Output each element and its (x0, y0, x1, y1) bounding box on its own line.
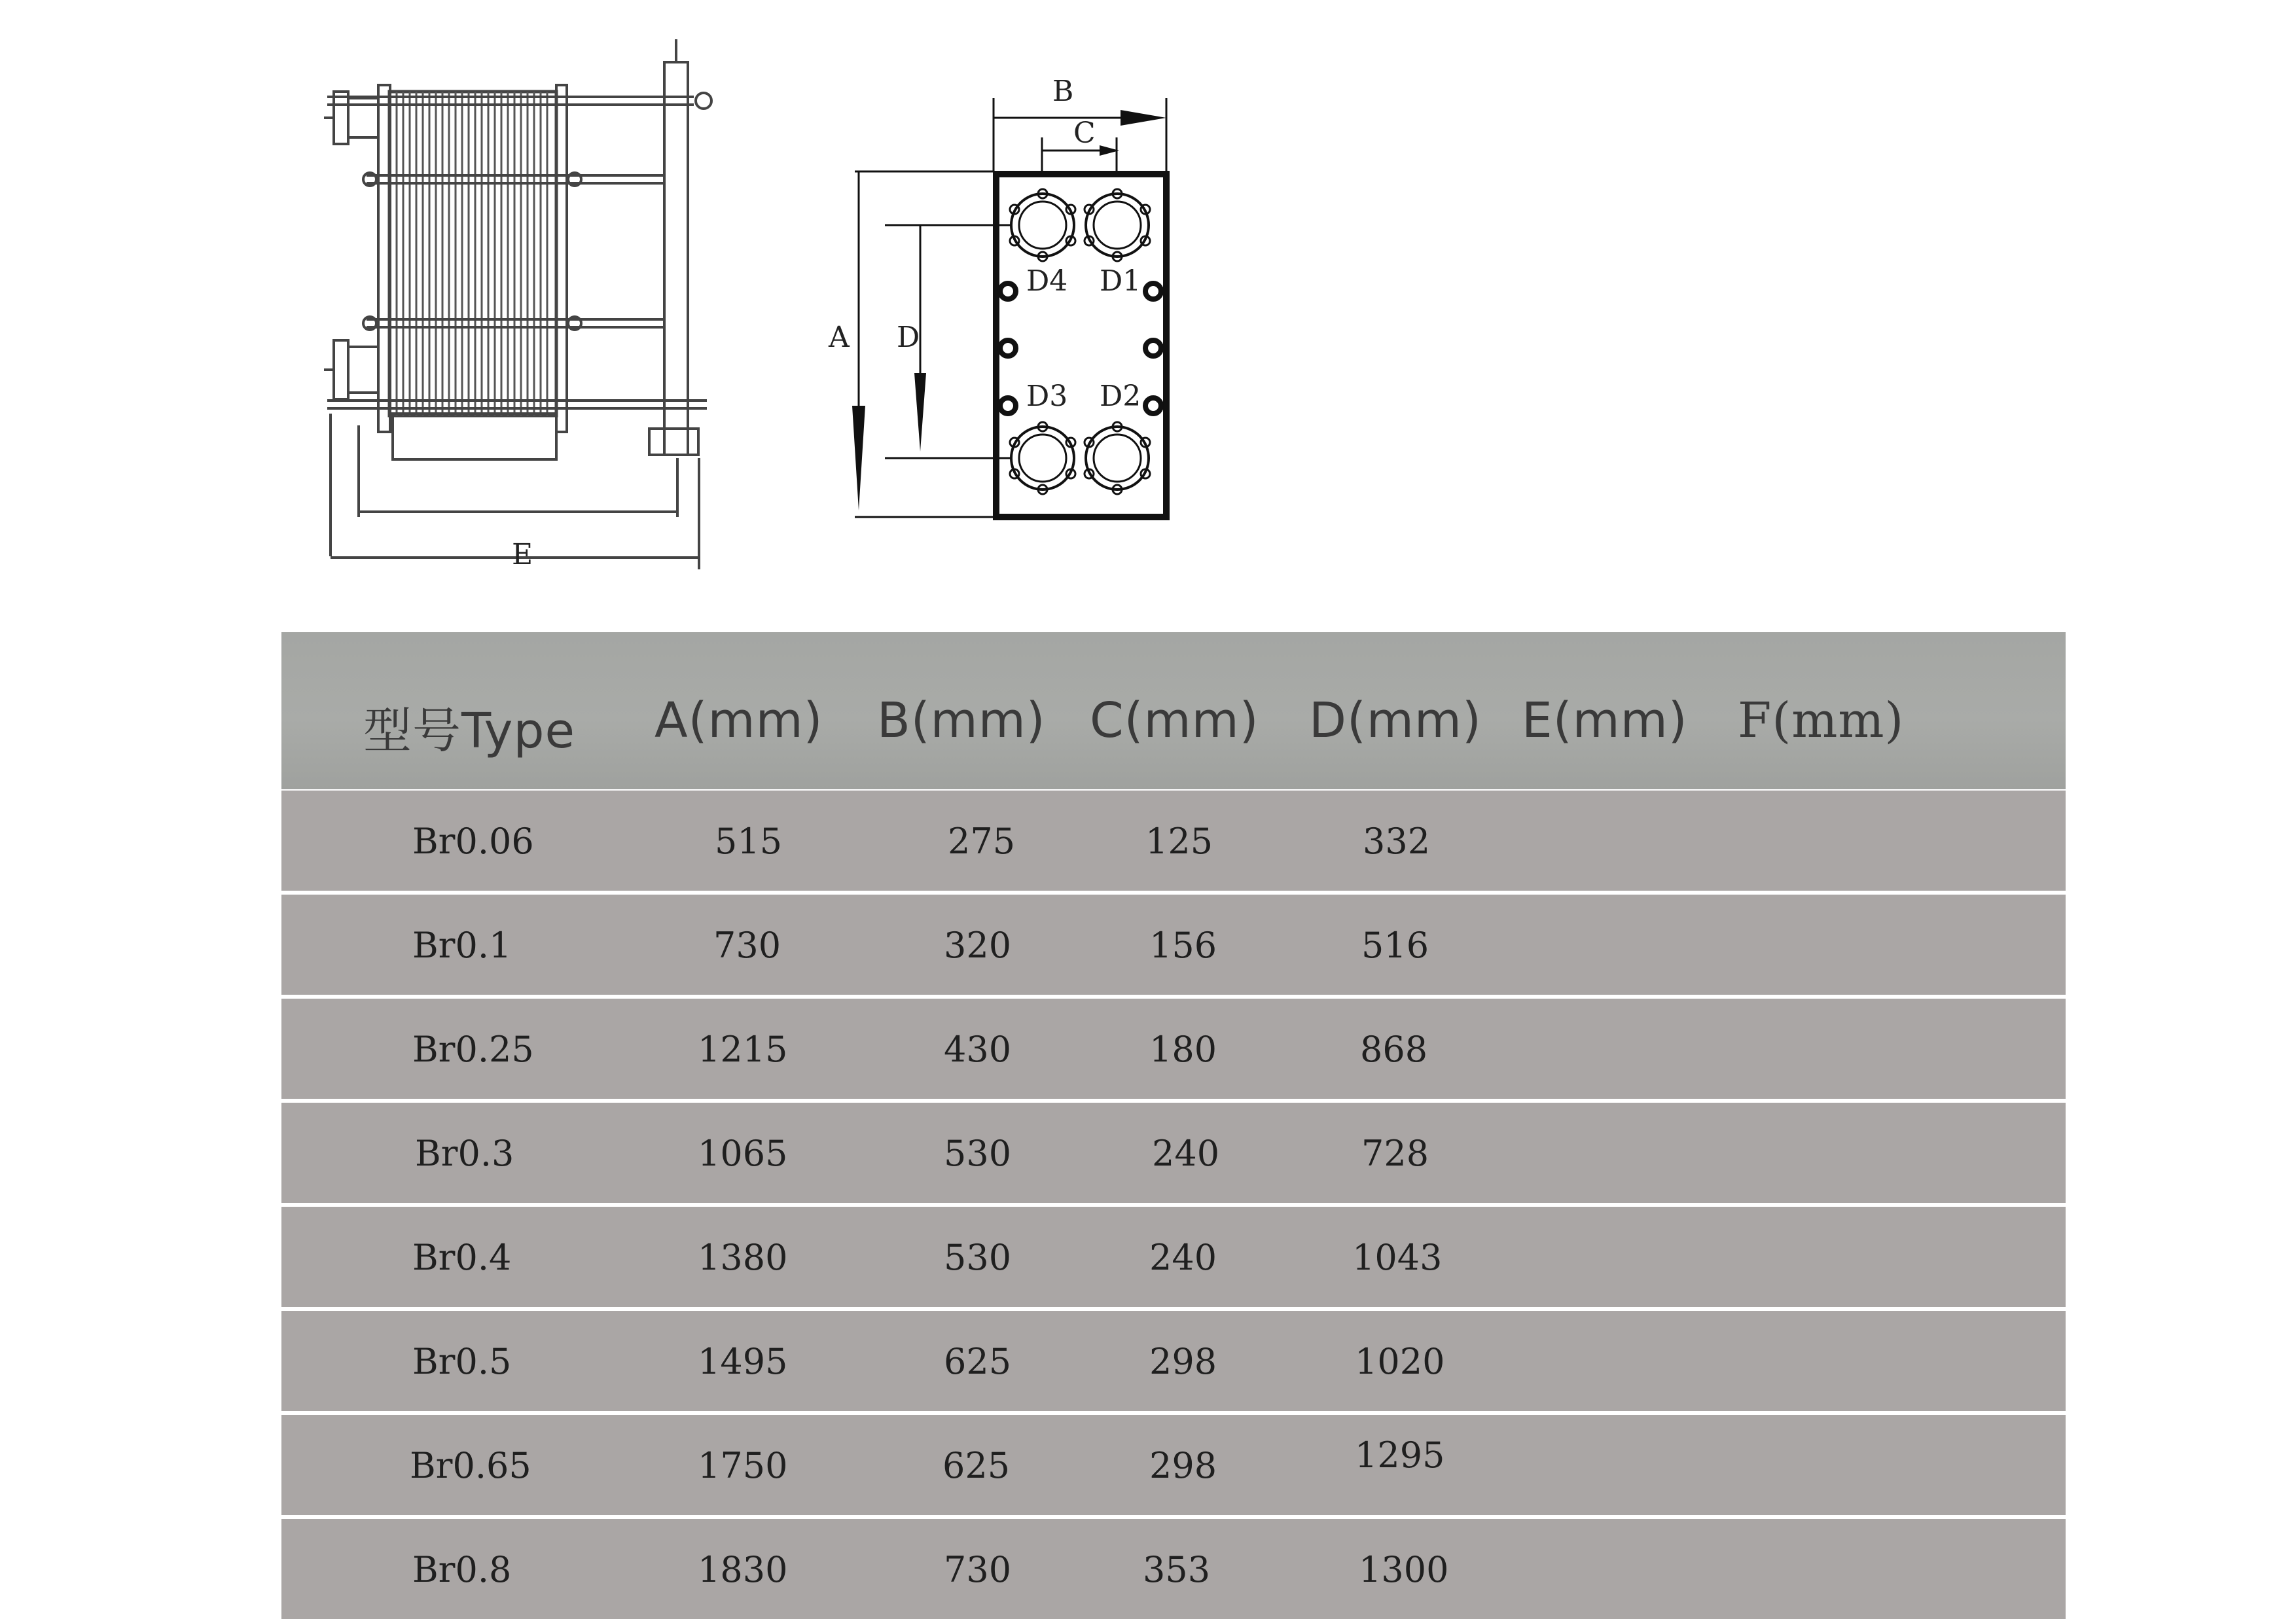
port-label-d1: D1 (1100, 264, 1141, 298)
cell-a: 1380 (698, 1237, 788, 1278)
cell-type: Br0.3 (415, 1133, 514, 1174)
table-row (281, 1415, 2066, 1515)
cell-c: 353 (1143, 1549, 1211, 1590)
cell-c: 240 (1149, 1237, 1217, 1278)
cell-a: 1495 (698, 1341, 788, 1382)
cell-b: 320 (944, 925, 1012, 966)
cell-d: 868 (1360, 1029, 1428, 1070)
cell-type: Br0.65 (410, 1445, 531, 1486)
cell-b: 625 (944, 1341, 1012, 1382)
cell-c: 240 (1152, 1133, 1220, 1174)
dim-label-b: B (1052, 75, 1074, 108)
table-row (281, 1207, 2066, 1307)
table-row (281, 791, 2066, 891)
cell-type: Br0.1 (412, 925, 512, 966)
cell-b: 530 (944, 1237, 1012, 1278)
header-e: E(mm) (1522, 692, 1688, 749)
header-type: 型号Type (363, 703, 575, 759)
cell-a: 1750 (698, 1445, 788, 1486)
cell-a: 1215 (698, 1029, 788, 1070)
dim-label-d: D (897, 321, 920, 354)
cell-c: 298 (1149, 1445, 1217, 1486)
header-a: A(mm) (655, 692, 823, 749)
cell-d: 1043 (1352, 1237, 1443, 1278)
cell-c: 125 (1145, 821, 1213, 862)
table-row (281, 1519, 2066, 1619)
header-f: F(mm) (1738, 692, 1905, 749)
cell-c: 180 (1149, 1029, 1217, 1070)
dim-label-a: A (829, 321, 850, 354)
plate-front-view (996, 174, 1166, 517)
cell-d: 332 (1363, 821, 1431, 862)
cell-type: Br0.25 (412, 1029, 534, 1070)
cell-d: 1300 (1359, 1549, 1449, 1590)
cell-b: 275 (948, 821, 1016, 862)
header-d: D(mm) (1309, 692, 1482, 749)
cell-a: 515 (715, 821, 783, 862)
table-row (281, 1103, 2066, 1203)
cell-b: 730 (944, 1549, 1012, 1590)
table-row (281, 895, 2066, 995)
dim-label-e: E (512, 538, 533, 571)
cell-d: 728 (1361, 1133, 1429, 1174)
dimensions-table (281, 632, 2066, 1623)
cell-a: 730 (713, 925, 781, 966)
cell-d: 516 (1361, 925, 1429, 966)
cell-a: 1065 (698, 1133, 788, 1174)
cell-c: 156 (1149, 925, 1217, 966)
cell-type: Br0.8 (412, 1549, 512, 1590)
port-label-d4: D4 (1026, 264, 1068, 298)
cell-b: 625 (942, 1445, 1011, 1486)
technical-drawing (0, 0, 2296, 628)
header-b: B(mm) (877, 692, 1046, 749)
dim-label-c: C (1073, 116, 1096, 150)
table-header (281, 632, 2066, 789)
port-label-d3: D3 (1026, 380, 1068, 413)
cell-type: Br0.5 (412, 1341, 512, 1382)
header-c: C(mm) (1090, 692, 1259, 749)
port-label-d2: D2 (1100, 380, 1141, 413)
cell-c: 298 (1149, 1341, 1217, 1382)
table-row (281, 1311, 2066, 1411)
cell-d: 1020 (1355, 1341, 1445, 1382)
side-view-drawing (324, 39, 711, 556)
cell-b: 530 (944, 1133, 1012, 1174)
cell-d: 1295 (1355, 1435, 1445, 1476)
dimension-lines-front (852, 98, 1166, 517)
cell-type: Br0.4 (412, 1237, 512, 1278)
cell-a: 1830 (698, 1549, 788, 1590)
table-row (281, 999, 2066, 1099)
plate-pack-lines (397, 92, 547, 416)
cell-b: 430 (944, 1029, 1012, 1070)
cell-type: Br0.06 (412, 821, 534, 862)
